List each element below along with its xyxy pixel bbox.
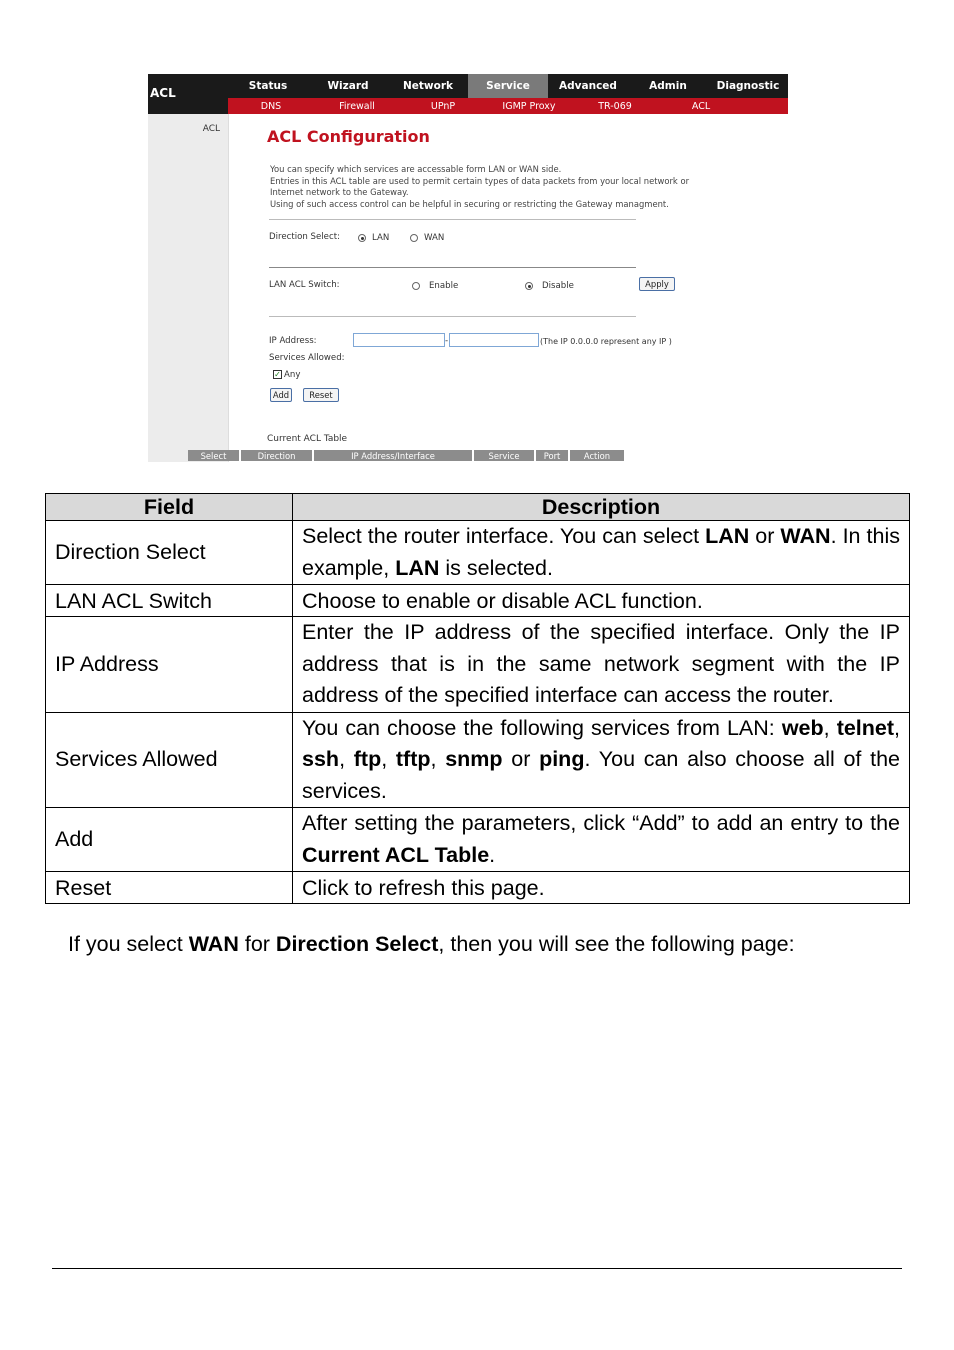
direction-lan-radio[interactable]: [358, 234, 366, 242]
description-line: Internet network to the Gateway.: [270, 187, 409, 197]
acl-content: [229, 114, 788, 462]
table-row: [46, 808, 910, 872]
subtab-tr069[interactable]: TR-069: [598, 100, 632, 112]
any-label: Any: [284, 370, 301, 380]
field-description-table: [45, 493, 910, 904]
ip-hint: (The IP 0.0.0.0 represent any IP ): [540, 337, 672, 346]
subtab-igmp-proxy[interactable]: IGMP Proxy: [502, 100, 556, 112]
switch-disable-label: Disable: [542, 281, 574, 291]
tab-wizard[interactable]: Wizard: [327, 80, 369, 92]
field-cell: LAN ACL Switch: [46, 585, 293, 617]
description-cell: You can choose the following services from LAN: web, telnet, ssh, ftp, tftp, snmp or ping. You can also choose all of the services.: [293, 712, 910, 808]
table-row: [46, 585, 910, 617]
divider: [269, 267, 636, 268]
services-allowed-label: Services Allowed:: [269, 353, 345, 363]
subtab-upnp[interactable]: UPnP: [430, 100, 456, 112]
ip-address-label: IP Address:: [269, 336, 317, 346]
table-row: [46, 521, 910, 585]
tab-service[interactable]: Service: [468, 74, 548, 98]
field-cell: IP Address: [46, 617, 293, 713]
page-description: [270, 164, 710, 210]
router-ui-screenshot: [148, 74, 788, 462]
subtab-acl[interactable]: ACL: [691, 100, 711, 112]
acl-col-port: Port: [536, 450, 568, 461]
footer-rule: [52, 1268, 902, 1269]
main-nav: [228, 74, 788, 98]
table-row: [46, 617, 910, 713]
table-row: [46, 872, 910, 904]
tab-advanced[interactable]: Advanced: [559, 80, 617, 92]
wan-intro-paragraph: If you select WAN for Direction Select, then you will see the following page:: [68, 932, 795, 956]
acl-table-title: Current ACL Table: [267, 434, 348, 444]
description-cell: Select the router interface. You can select LAN or WAN. In this example, LAN is selected.: [293, 521, 910, 585]
brand-label: ACL: [150, 86, 176, 100]
field-cell: Direction Select: [46, 521, 293, 585]
description-cell: Choose to enable or disable ACL function.: [293, 585, 910, 617]
divider: [269, 219, 636, 220]
apply-button[interactable]: Apply: [639, 277, 675, 291]
ip-start-input[interactable]: [353, 333, 445, 347]
header-description: Description: [293, 494, 910, 521]
description-cell: Click to refresh this page.: [293, 872, 910, 904]
acl-col-ip-interface: IP Address/Interface: [314, 450, 472, 461]
top-navigation-bar: [148, 74, 788, 114]
any-checkbox[interactable]: ✓: [274, 370, 281, 379]
direction-lan-label: LAN: [372, 233, 390, 243]
tab-network[interactable]: Network: [402, 80, 453, 92]
direction-wan-radio[interactable]: [410, 234, 418, 242]
acl-col-service: Service: [474, 450, 534, 461]
ip-end-input[interactable]: [449, 333, 539, 347]
description-cell: Enter the IP address of the specified interface. Only the IP address that is in the same network segment with the IP address of the specified interface can access the router.: [293, 617, 910, 713]
switch-enable-label: Enable: [429, 281, 459, 291]
description-line: Using of such access control can be helpful in securing or restricting the Gateway managment.: [270, 198, 669, 209]
add-button[interactable]: Add: [270, 388, 292, 402]
acl-col-action: Action: [570, 450, 624, 461]
field-cell: Services Allowed: [46, 712, 293, 808]
tab-admin[interactable]: Admin: [649, 80, 687, 92]
field-cell: Add: [46, 808, 293, 872]
page-title: ACL Configuration: [267, 127, 430, 146]
field-cell: Reset: [46, 872, 293, 904]
direction-wan-label: WAN: [424, 233, 445, 243]
tab-status[interactable]: Status: [248, 80, 288, 92]
acl-col-direction: Direction: [241, 450, 312, 461]
description-cell: After setting the parameters, click “Add” to add an entry to the Current ACL Table.: [293, 808, 910, 872]
acl-table-header: [188, 450, 624, 461]
lan-acl-switch-label: LAN ACL Switch:: [269, 280, 340, 290]
subtab-firewall[interactable]: Firewall: [339, 100, 375, 112]
description-line: Entries in this ACL table are used to permit certain types of data packets from your local network or: [270, 175, 690, 186]
switch-disable-radio[interactable]: [525, 282, 533, 290]
subtab-dns[interactable]: DNS: [260, 100, 282, 112]
acl-col-select: Select: [188, 450, 239, 461]
header-field: Field: [46, 494, 293, 521]
tab-diagnostic[interactable]: Diagnostic: [716, 80, 780, 92]
sidebar: [148, 114, 229, 462]
sub-nav: [228, 98, 788, 114]
table-row: [46, 712, 910, 808]
description-line: You can specify which services are accessable form LAN or WAN side.: [270, 164, 562, 174]
switch-enable-radio[interactable]: [412, 282, 420, 290]
sidebar-item-acl[interactable]: ACL: [202, 124, 220, 134]
direction-select-label: Direction Select:: [269, 232, 340, 242]
ip-range-separator: -: [445, 336, 449, 346]
divider: [269, 316, 636, 317]
reset-button[interactable]: Reset: [303, 388, 339, 402]
